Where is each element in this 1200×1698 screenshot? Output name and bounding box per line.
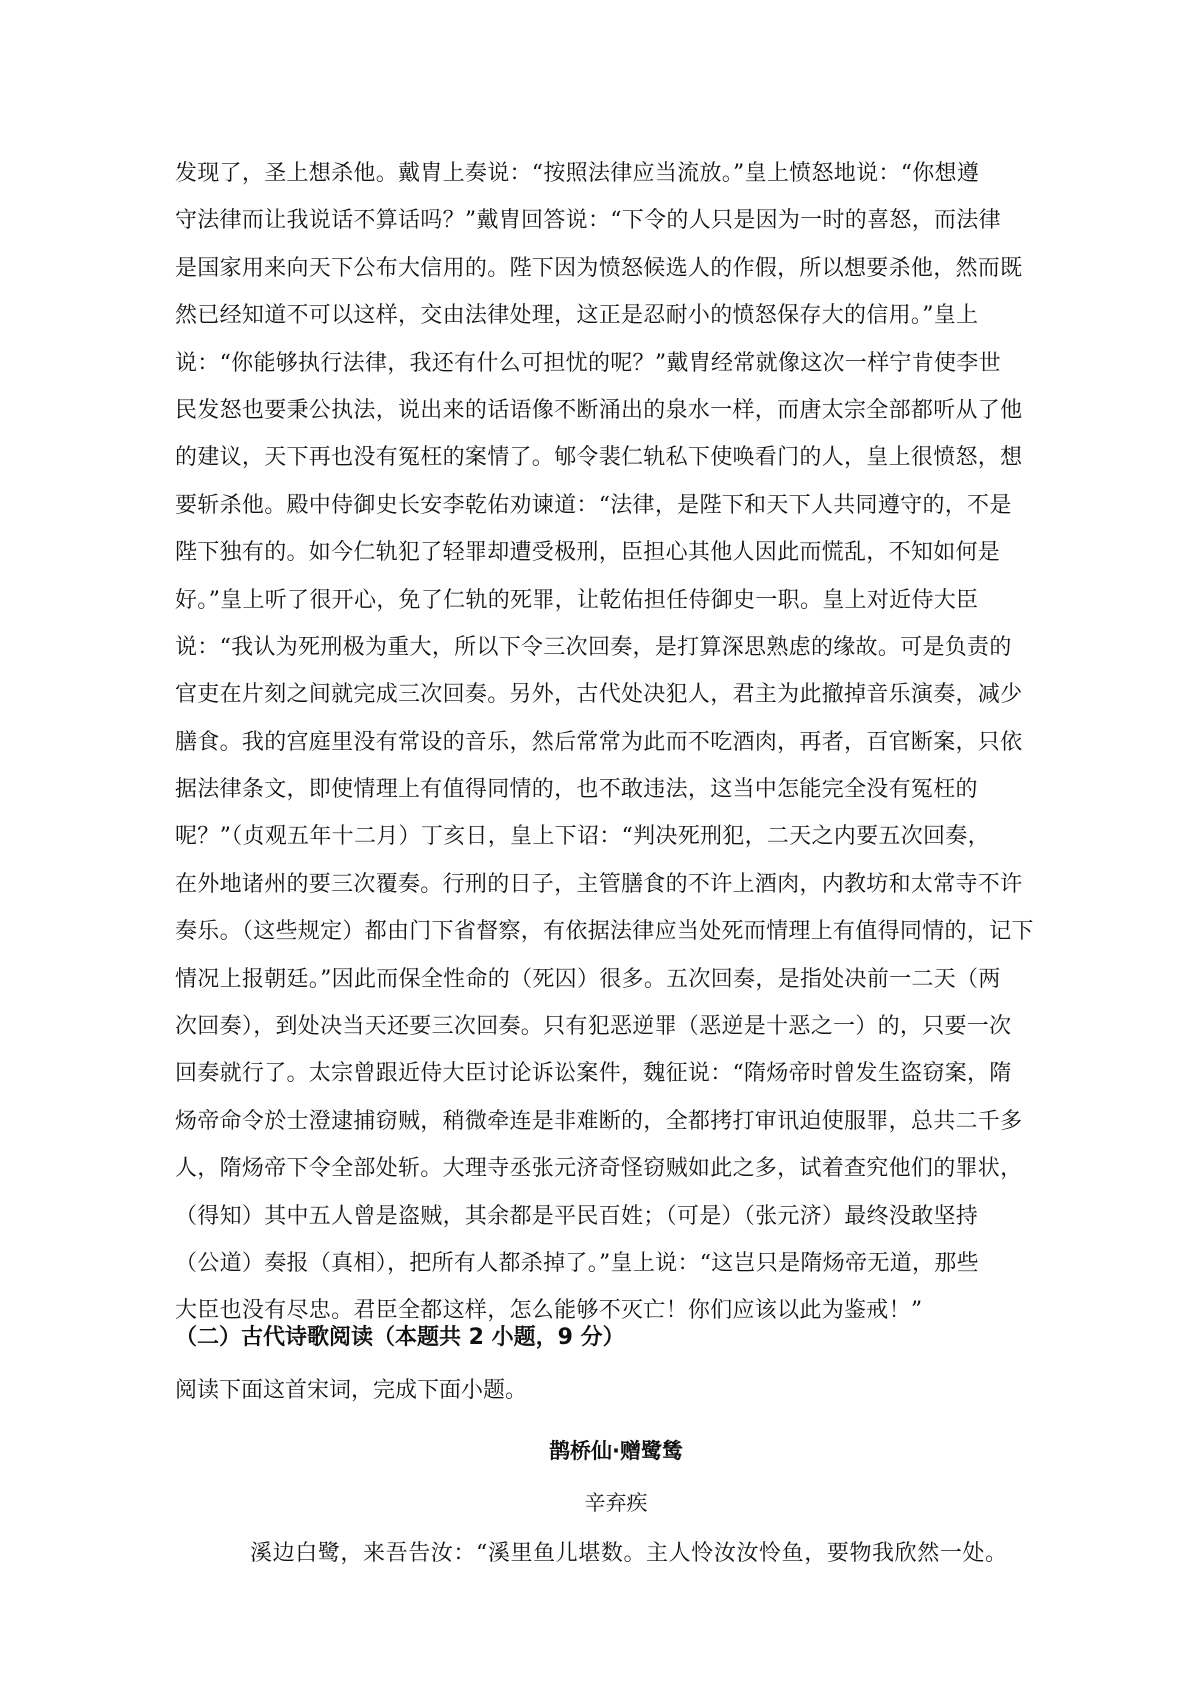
translation-line: 是国家用来向天下公布大信用的。陛下因为愤怒候选人的作假，所以想要杀他，然而既 bbox=[175, 255, 1023, 281]
translation-line: （公道）奏报（真相），把所有人都杀掉了。”皇上说：“这岂只是隋炀帝无道，那些 bbox=[175, 1250, 979, 1276]
translation-line: （得知）其中五人曾是盗贼，其余都是平民百姓；（可是）（张元济）最终没敢坚持 bbox=[175, 1203, 979, 1229]
translation-line: 膳食。我的宫庭里没有常设的音乐，然后常常为此而不吃酒肉，再者，百官断案，只依 bbox=[175, 729, 1023, 755]
translation-line: 次回奏），到处决当天还要三次回奏。只有犯恶逆罪（恶逆是十恶之一）的，只要一次 bbox=[175, 1014, 1012, 1040]
translation-line: 陛下独有的。如今仁轨犯了轻罪却遭受极刑，臣担心其他人因此而慌乱，不知如何是 bbox=[175, 540, 1001, 566]
poem-author: 辛弃疾 bbox=[584, 1491, 648, 1515]
translation-line: 好。”皇上听了很开心，免了仁轨的死罪，让乾佑担任侍御史一职。皇上对近侍大臣 bbox=[175, 587, 979, 613]
translation-line: 呢？”（贞观五年十二月）丁亥日，皇上下诏：“判决死刑犯，二天之内要五次回奏， bbox=[175, 824, 990, 850]
section-heading: （二）古代诗歌阅读（本题共 2 小题，9 分） bbox=[175, 1325, 625, 1350]
poem-title: 鹊桥仙·赠鹭鸶 bbox=[549, 1439, 683, 1463]
translation-line: 奏乐。（这些规定）都由门下省督察，有依据法律应当处死而情理上有值得同情的，记下 bbox=[175, 919, 1034, 945]
translation-line: 大臣也没有尽忠。君臣全都这样，怎么能够不灭亡！你们应该以此为鉴戒！” bbox=[175, 1298, 923, 1324]
translation-line: 要斩杀他。殿中侍御史长安李乾佑劝谏道：“法律，是陛下和天下人共同遵守的，不是 bbox=[175, 492, 1012, 518]
poem-first-line: 溪边白鹭，来吾告汝：“溪里鱼儿堪数。主人怜汝汝怜鱼，要物我欣然一处。 bbox=[250, 1541, 1008, 1566]
translation-line: 说：“你能够执行法律，我还有什么可担忧的呢？”戴胄经常就像这次一样宁肯使李世 bbox=[175, 350, 1001, 376]
translation-line: 回奏就行了。太宗曾跟近侍大臣讨论诉讼案件，魏征说：“隋炀帝时曾发生盗窃案，隋 bbox=[175, 1061, 1012, 1087]
translation-line: 据法律条文，即使情理上有值得同情的，也不敢违法，这当中怎能完全没有冤枉的 bbox=[175, 777, 978, 803]
translation-line: 炀帝命令於士澄逮捕窃贼，稍微牵连是非难断的，全都拷打审讯迫使服罪，总共二千多 bbox=[175, 1108, 1023, 1134]
translation-line: 的建议，天下再也没有冤枉的案情了。郇令裴仁轨私下使唤看门的人，皇上很愤怒，想 bbox=[175, 445, 1023, 471]
translation-line: 官吏在片刻之间就完成三次回奏。另外，古代处决犯人，君主为此撤掉音乐演奏，减少 bbox=[175, 682, 1023, 708]
translation-line: 说：“我认为死刑极为重大，所以下令三次回奏，是打算深思熟虑的缘故。可是负责的 bbox=[175, 634, 1012, 660]
translation-line: 然已经知道不可以这样，交由法律处理，这正是忍耐小的愤怒保存大的信用。”皇上 bbox=[175, 303, 979, 329]
translation-line: 情况上报朝廷。”因此而保全性命的（死囚）很多。五次回奏，是指处决前一二天（两 bbox=[175, 966, 1001, 992]
translation-line: 发现了，圣上想杀他。戴胄上奏说：“按照法律应当流放。”皇上愤怒地说：“你想遵 bbox=[175, 161, 980, 186]
translation-line: 在外地诸州的要三次覆奏。行刑的日子，主管膳食的不许上酒肉，内教坊和太常寺不许 bbox=[175, 871, 1023, 897]
translation-passage bbox=[175, 150, 1034, 1335]
translation-line: 守法律而让我说话不算话吗？”戴胄回答说：“下令的人只是因为一时的喜怒，而法律 bbox=[175, 208, 1001, 234]
translation-line: 民发怒也要秉公执法，说出来的话语像不断涌出的泉水一样，而唐太宗全部都听从了他 bbox=[175, 397, 1023, 423]
section-instruction: 阅读下面这首宋词，完成下面小题。 bbox=[175, 1378, 528, 1403]
translation-line: 人，隋炀帝下令全部处斩。大理寺丞张元济奇怪窃贼如此之多，试着查究他们的罪状， bbox=[175, 1156, 1023, 1182]
